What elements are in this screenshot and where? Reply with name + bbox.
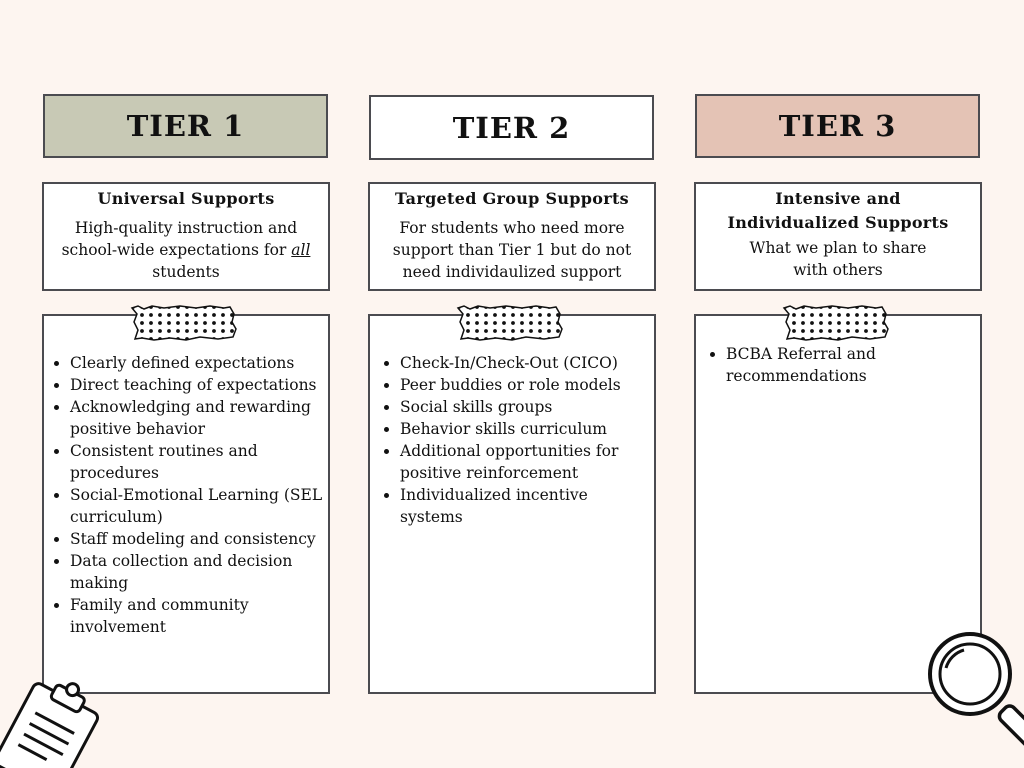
tier-3-heading: TIER 3 [695, 94, 980, 158]
polka-dot-tape-icon [782, 304, 890, 342]
tier-1-title: Universal Supports [97, 189, 275, 208]
tier-3-list [696, 343, 980, 387]
list-item: • Consistent routines and procedures [70, 440, 328, 484]
polka-dot-tape-icon [130, 304, 238, 342]
list-item: • Social-Emotional Learning (SEL curriculum) [70, 484, 328, 528]
list-item: • Social skills groups [400, 396, 654, 418]
tier-2-description: For students who need more support than Tier 1 but do not need individaulized support [392, 219, 632, 281]
list-item: • Data collection and decision making [70, 550, 328, 594]
list-item: • Additional opportunities for positive reinforcement [400, 440, 654, 484]
list-item: • Family and community involvement [70, 594, 328, 638]
tier-1-list [44, 352, 328, 638]
list-item: • Check-In/Check-Out (CICO) [400, 352, 654, 374]
tier-1-description-box [42, 182, 330, 291]
tier-1-description: High-quality instruction and school-wide expectations for all students [61, 219, 311, 281]
tier-3-description: What we plan to share with others [749, 239, 927, 279]
list-item: • Peer buddies or role models [400, 374, 654, 396]
magnifying-glass-icon [924, 632, 1024, 768]
tier-3-description-box [694, 182, 982, 291]
list-item: • Staff modeling and consistency [70, 528, 328, 550]
tier-2-heading: TIER 2 [369, 95, 654, 160]
list-item: • Clearly defined expectations [70, 352, 328, 374]
list-item: • Acknowledging and rewarding positive behavior [70, 396, 328, 440]
tier-2-title: Targeted Group Supports [395, 189, 629, 208]
tier-2-description-box [368, 182, 656, 291]
tier-3-title: Intensive and Individualized Supports [727, 189, 949, 232]
tier-2-list-box [368, 314, 656, 694]
list-item: • Direct teaching of expectations [70, 374, 328, 396]
list-item: • Individualized incentive systems [400, 484, 654, 528]
tier-2-list [370, 352, 654, 528]
list-item: • Behavior skills curriculum [400, 418, 654, 440]
list-item: • BCBA Referral and recommendations [726, 343, 920, 387]
clipboard-icon [0, 672, 102, 768]
tier-1-heading: TIER 1 [43, 94, 328, 158]
polka-dot-tape-icon [456, 304, 564, 342]
tier-1-list-box [42, 314, 330, 694]
